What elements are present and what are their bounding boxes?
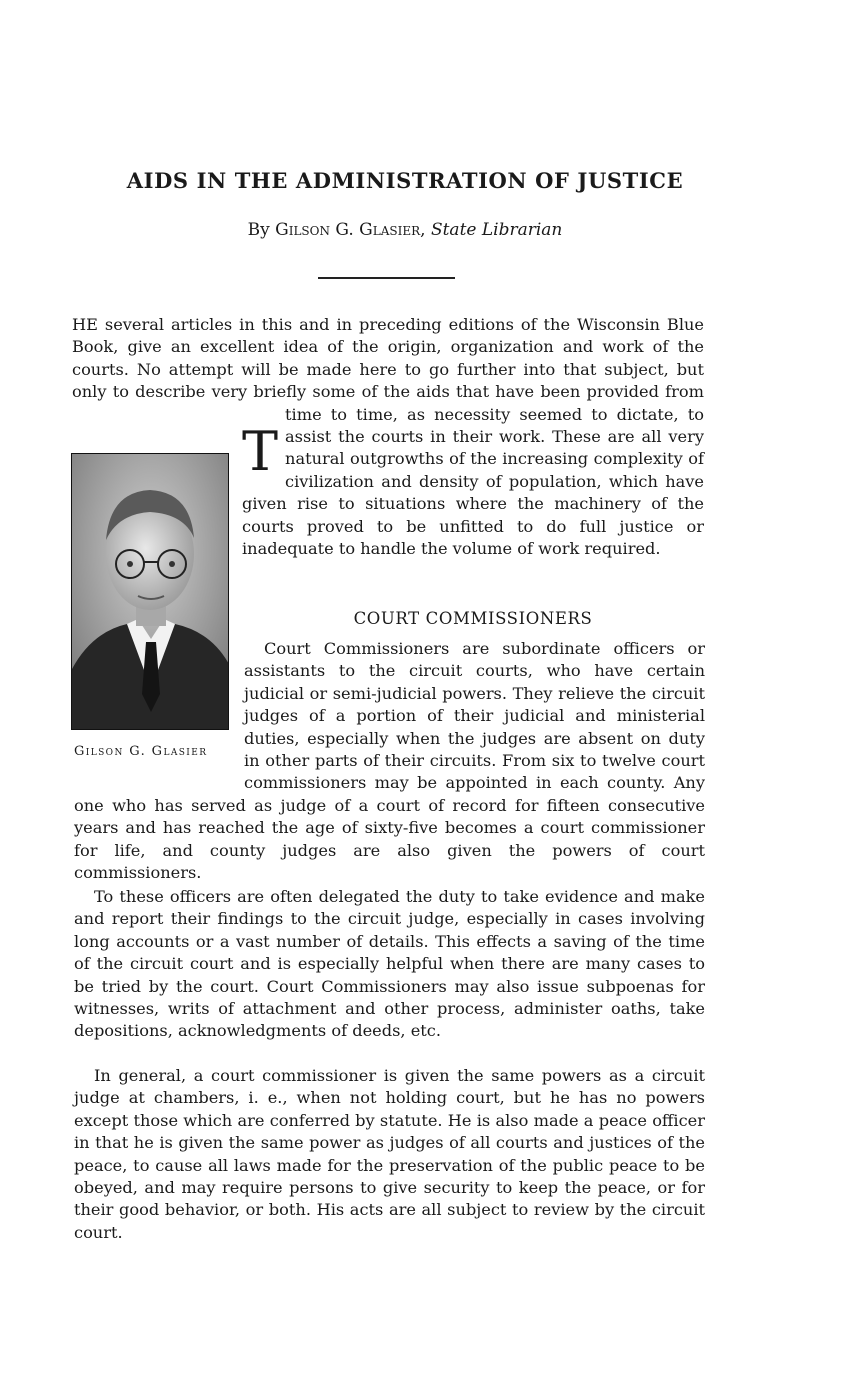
section-heading: COURT COMMISSIONERS [353, 609, 593, 628]
title-divider [318, 277, 455, 279]
author-role: State Librarian [430, 220, 563, 240]
section-paragraph-1 [74, 638, 705, 884]
article-title: AIDS IN THE ADMINISTRATION OF JUSTICE [126, 168, 684, 193]
section-paragraph-2: To these officers are often delegated the duty to take evidence and make and report their findings to the circuit judge, especially in cases involving long accounts or a vast number of details. This effects a saving of the time of the circuit court and is especially helpful when there are many cases to be tried by the court. Court Commissioners may also issue subpoenas for witnesses, writs of attachment and other process, administer oaths, take depositions, acknowledgments of deeds, etc. [74, 887, 705, 1041]
author-name: Gilson G. Glasier [275, 220, 421, 240]
intro-text: HE several articles in this and in preceding editions of the Wisconsin Blue Book, give an excellent idea of the origin, organization and work of the courts. No attempt will be made here to go further into that subject, but only to describe very briefly some of the aids that have been provided from time to time, as necessity seemed to dictate, to assist the courts in their work. These are all very natural outgrowths of the increasing complexity of civilization and density of population, which have given rise to situations where the machinery of the courts proved to be unfitted to do full justice or inadequate to handle the volume of work required. [72, 315, 704, 559]
byline-comma: , [420, 220, 431, 240]
drop-cap: T [242, 420, 279, 483]
section-paragraph-3: In general, a court commissioner is given the same powers as a circuit judge at chambers, i. e., when not holding court, but he has no powers except those which are conferred by statute. He is also made a peace officer in that he is given the same power as judges of all courts and justices of the peace, to cause all laws made for the preservation of the public peace to be obeyed, and may require persons to give security to keep the peace, or for their good behavior, or both. His acts are all subject to review by the circuit court. [74, 1066, 705, 1242]
caption-spacer [74, 638, 244, 778]
byline-prefix: By [247, 220, 270, 240]
portrait-caption: Gilson G. Glasier [74, 744, 208, 759]
byline [72, 220, 738, 240]
section-paragraph-1-text: Court Commissioners are subordinate officers or assistants to the circuit courts, who have certain judicial or semi-judicial powers. They relieve the circuit judges of a portion of their judicial and ministerial duties, especially when the judges are absent on duty in other parts of their circuits. From six to twelve court commissioners may be appointed in each county. Any one who has served as judge of a court of record for fifteen consecutive years and has reached the age of sixty-five becomes a court commissioner for life, and county judges are also given the powers of court commissioners. [74, 639, 705, 883]
